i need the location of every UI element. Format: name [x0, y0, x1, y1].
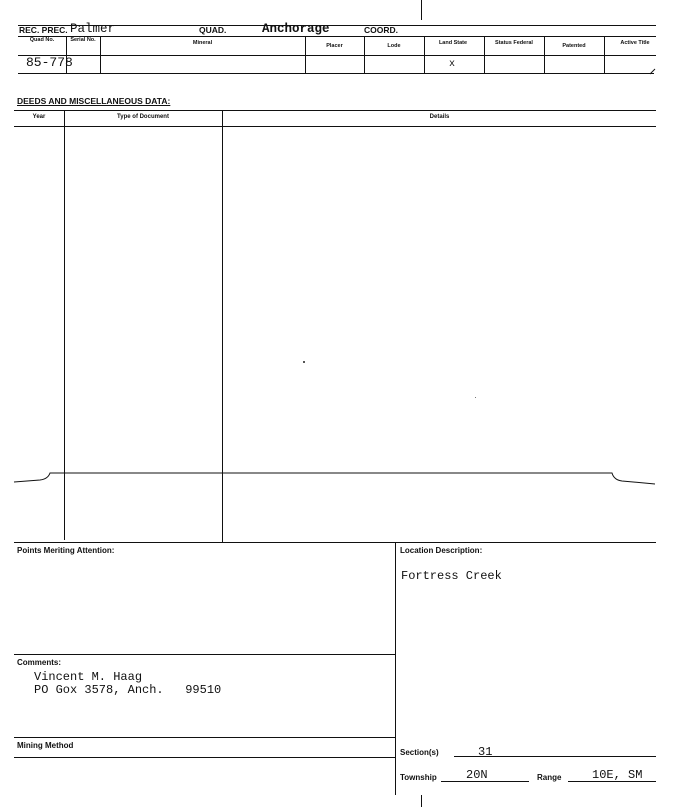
column-header-placer: Placer: [326, 43, 343, 49]
section-value: 31: [478, 745, 493, 759]
column-header-patented: Patented: [562, 43, 586, 49]
land-state-mark: x: [449, 59, 456, 70]
section-divider: [395, 542, 396, 795]
scan-speck: [475, 397, 476, 398]
column-header-quad-no: Quad No.: [29, 37, 55, 43]
quad-value: Anchorage: [262, 22, 330, 36]
range-label: Range: [537, 773, 562, 782]
rec-prec-label: REC. PREC.: [19, 25, 68, 35]
column-header-type-of-document: Type of Document: [117, 114, 169, 120]
column-header-land-state: Land State: [438, 40, 468, 46]
serial-no-value: 85-778: [26, 55, 73, 70]
comments-line-1: Vincent M. Haag: [34, 670, 143, 684]
column-header-serial-no: Serial No.: [70, 37, 96, 43]
section-label: Section(s): [400, 748, 439, 757]
section-rule: [14, 737, 395, 738]
bottom-tick-mark: [421, 795, 422, 807]
column-header-status-federal: Status Federal: [495, 40, 533, 46]
column-header-mineral: Mineral: [192, 40, 213, 46]
comments-label: Comments:: [17, 658, 62, 667]
section-rule: [14, 542, 656, 543]
column-header-details: Details: [429, 114, 450, 120]
township-value: 20N: [466, 768, 488, 782]
column-header-active-title: Active Title: [620, 40, 650, 46]
township-label: Township: [400, 773, 437, 782]
comments-line-2: PO Gox 3578, Anch. 99510: [34, 683, 222, 697]
column-header-year: Year: [32, 114, 46, 120]
section-rule: [14, 757, 395, 758]
location-description-label: Location Description:: [400, 546, 483, 555]
mining-method-label: Mining Method: [17, 741, 74, 750]
quad-label: QUAD.: [199, 25, 227, 35]
points-meriting-attention-label: Points Meriting Attention:: [17, 546, 115, 555]
column-header-lode: Lode: [387, 43, 401, 49]
coord-label: COORD.: [364, 25, 398, 35]
location-description-value: Fortress Creek: [401, 569, 502, 583]
scan-speck: [303, 361, 305, 363]
range-value: 10E, SM: [592, 768, 643, 782]
rec-prec-value: Palmer: [70, 22, 116, 36]
section-rule: [14, 654, 395, 655]
deeds-section-title: DEEDS AND MISCELLANEOUS DATA:: [17, 96, 171, 106]
